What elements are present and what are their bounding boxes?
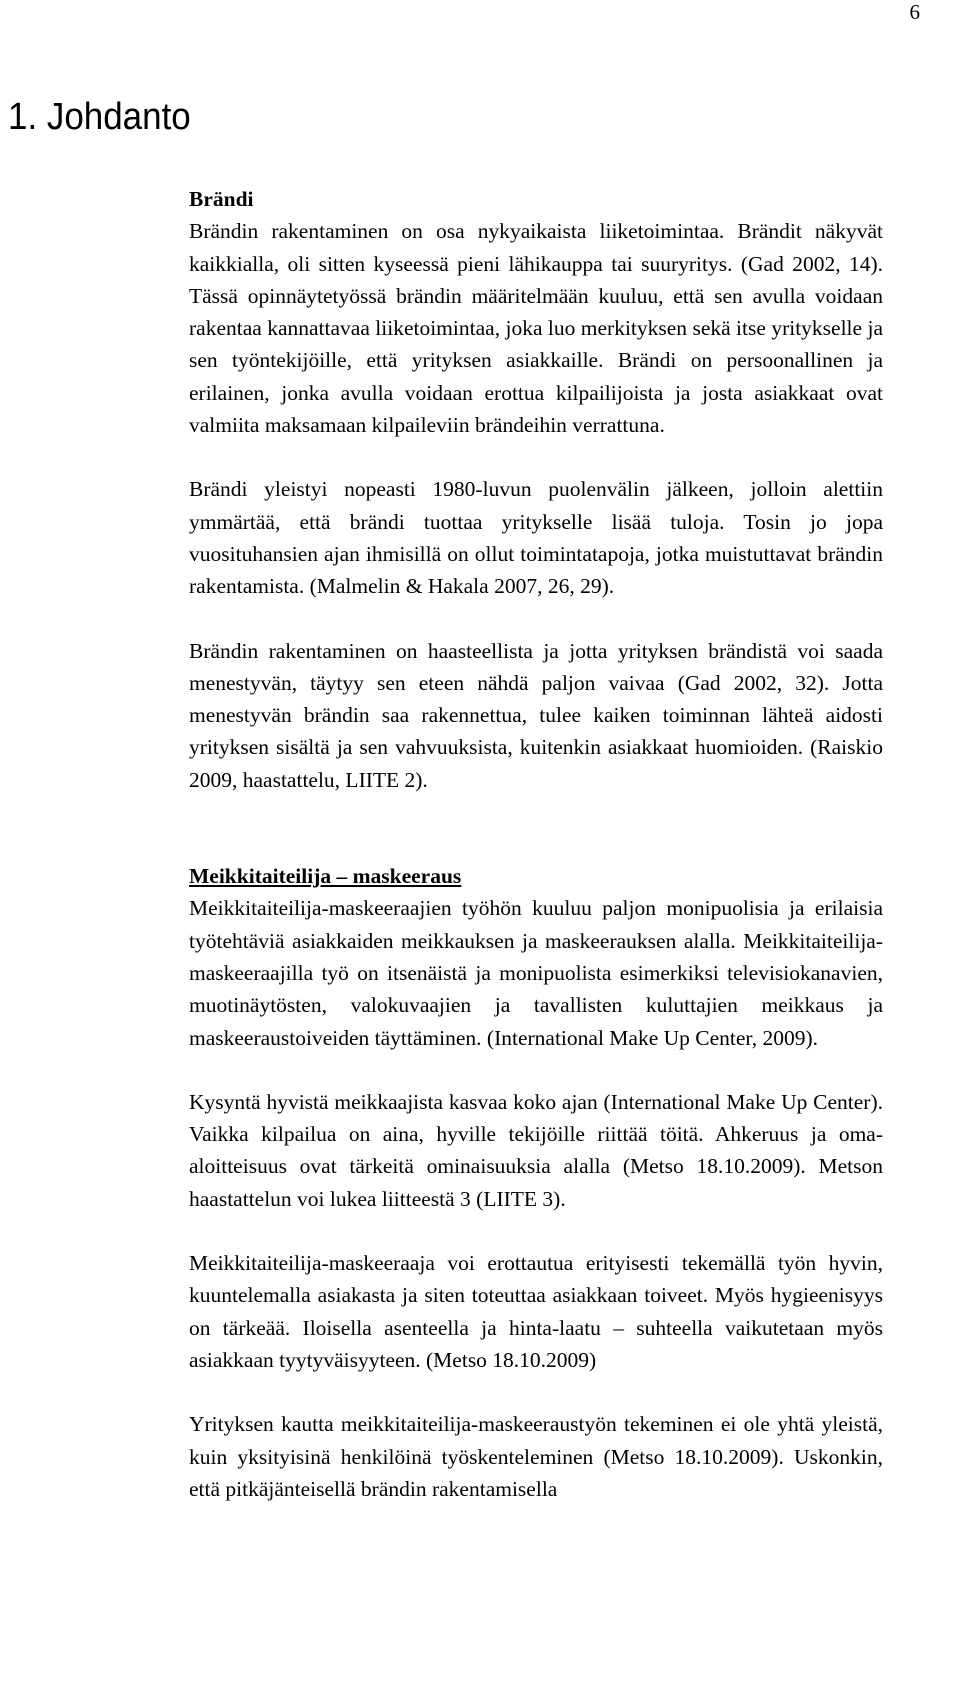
page-number: 6 — [909, 0, 920, 24]
paragraph: Meikkitaiteilija-maskeeraajien työhön kuuluu paljon monipuolisia ja erilaisia työtehtäviä asiakkaiden meikkauksen ja maskeerauksen alalla. Meikkitaiteilija-maskeeraajilla työ on itsenäistä ja monipuolista esimerkiksi televisiokanavien, muotinäytösten, valokuvaajien ja tavallisten kuluttajien meikkaus ja maskeeraustoiveiden täyttäminen. (International Make Up Center, 2009). — [189, 896, 883, 1050]
paragraph: Brändin rakentaminen on osa nykyaikaista liiketoimintaa. Brändit näkyvät kaikkialla, oli sitten kyseessä pieni lähikauppa tai suuryritys. (Gad 2002, 14). Tässä opinnäytetyössä brändin määritelmään kuuluu, että sen avulla voidaan rakentaa kannattavaa liiketoimintaa, joka luo merkityksen sekä itse yritykselle ja sen työntekijöille, että yrityksen asiakkaille. Brändi on persoonallinen ja erilainen, jonka avulla voidaan erottua kilpailijoista ja josta asiakkaat ovat valmiita maksamaan kilpaileviin brändeihin verrattuna. — [189, 219, 883, 438]
section-heading-brandi: Brändi — [189, 187, 254, 211]
paragraph: Meikkitaiteilija-maskeeraaja voi erottautua erityisesti tekemällä työn hyvin, kuuntelemalla asiakasta ja siten toteuttaa asiakkaan toiveet. Myös hygieenisyys on tärkeää. Iloisella asenteella ja hinta-laatu – suhteella vaikutetaan myös asiakkaan tyytyväisyyteen. (Metso 18.10.2009) — [189, 1251, 883, 1372]
chapter-title: 1. Johdanto — [8, 96, 191, 138]
paragraph: Brändi yleistyi nopeasti 1980-luvun puolenvälin jälkeen, jolloin alettiin ymmärtää, että brändi tuottaa yritykselle lisää tuloja. Tosin jo jopa vuosituhansien ajan ihmisillä on ollut toimintatapoja, jotka muistuttavat brändin rakentamista. (Malmelin & Hakala 2007, 26, 29). — [189, 477, 883, 599]
document-body — [189, 183, 883, 1505]
paragraph: Brändin rakentaminen on haasteellista ja jotta yrityksen brändistä voi saada menestyvän, täytyy sen eteen nähdä paljon vaivaa (Gad 2002, 32). Jotta menestyvän brändin saa rakennettua, tulee kaiken toiminnan lähteä aidosti yrityksen sisältä ja sen vahvuuksista, kuitenkin asiakkaat huomioiden. (Raiskio 2009, haastattelu, LIITE 2). — [189, 638, 883, 792]
paragraph: Yrityksen kautta meikkitaiteilija-maskeeraustyön tekeminen ei ole yhtä yleistä, kuin yksityisinä henkilöinä työskenteleminen (Metso 18.10.2009). Uskonkin, että pitkäjänteisellä brändin rakentamisella — [189, 1412, 883, 1501]
section-heading-meikkitaiteilija: Meikkitaiteilija – maskeeraus — [189, 864, 462, 889]
paragraph: Kysyntä hyvistä meikkaajista kasvaa koko ajan (International Make Up Center). Vaikka kilpailua on aina, hyville tekijöille riittää töitä. Ahkeruus ja oma-aloitteisuus ovat tärkeitä ominaisuuksia alalla (Metso 18.10.2009). Metson haastattelun voi lukea liitteestä 3 (LIITE 3). — [189, 1089, 883, 1211]
